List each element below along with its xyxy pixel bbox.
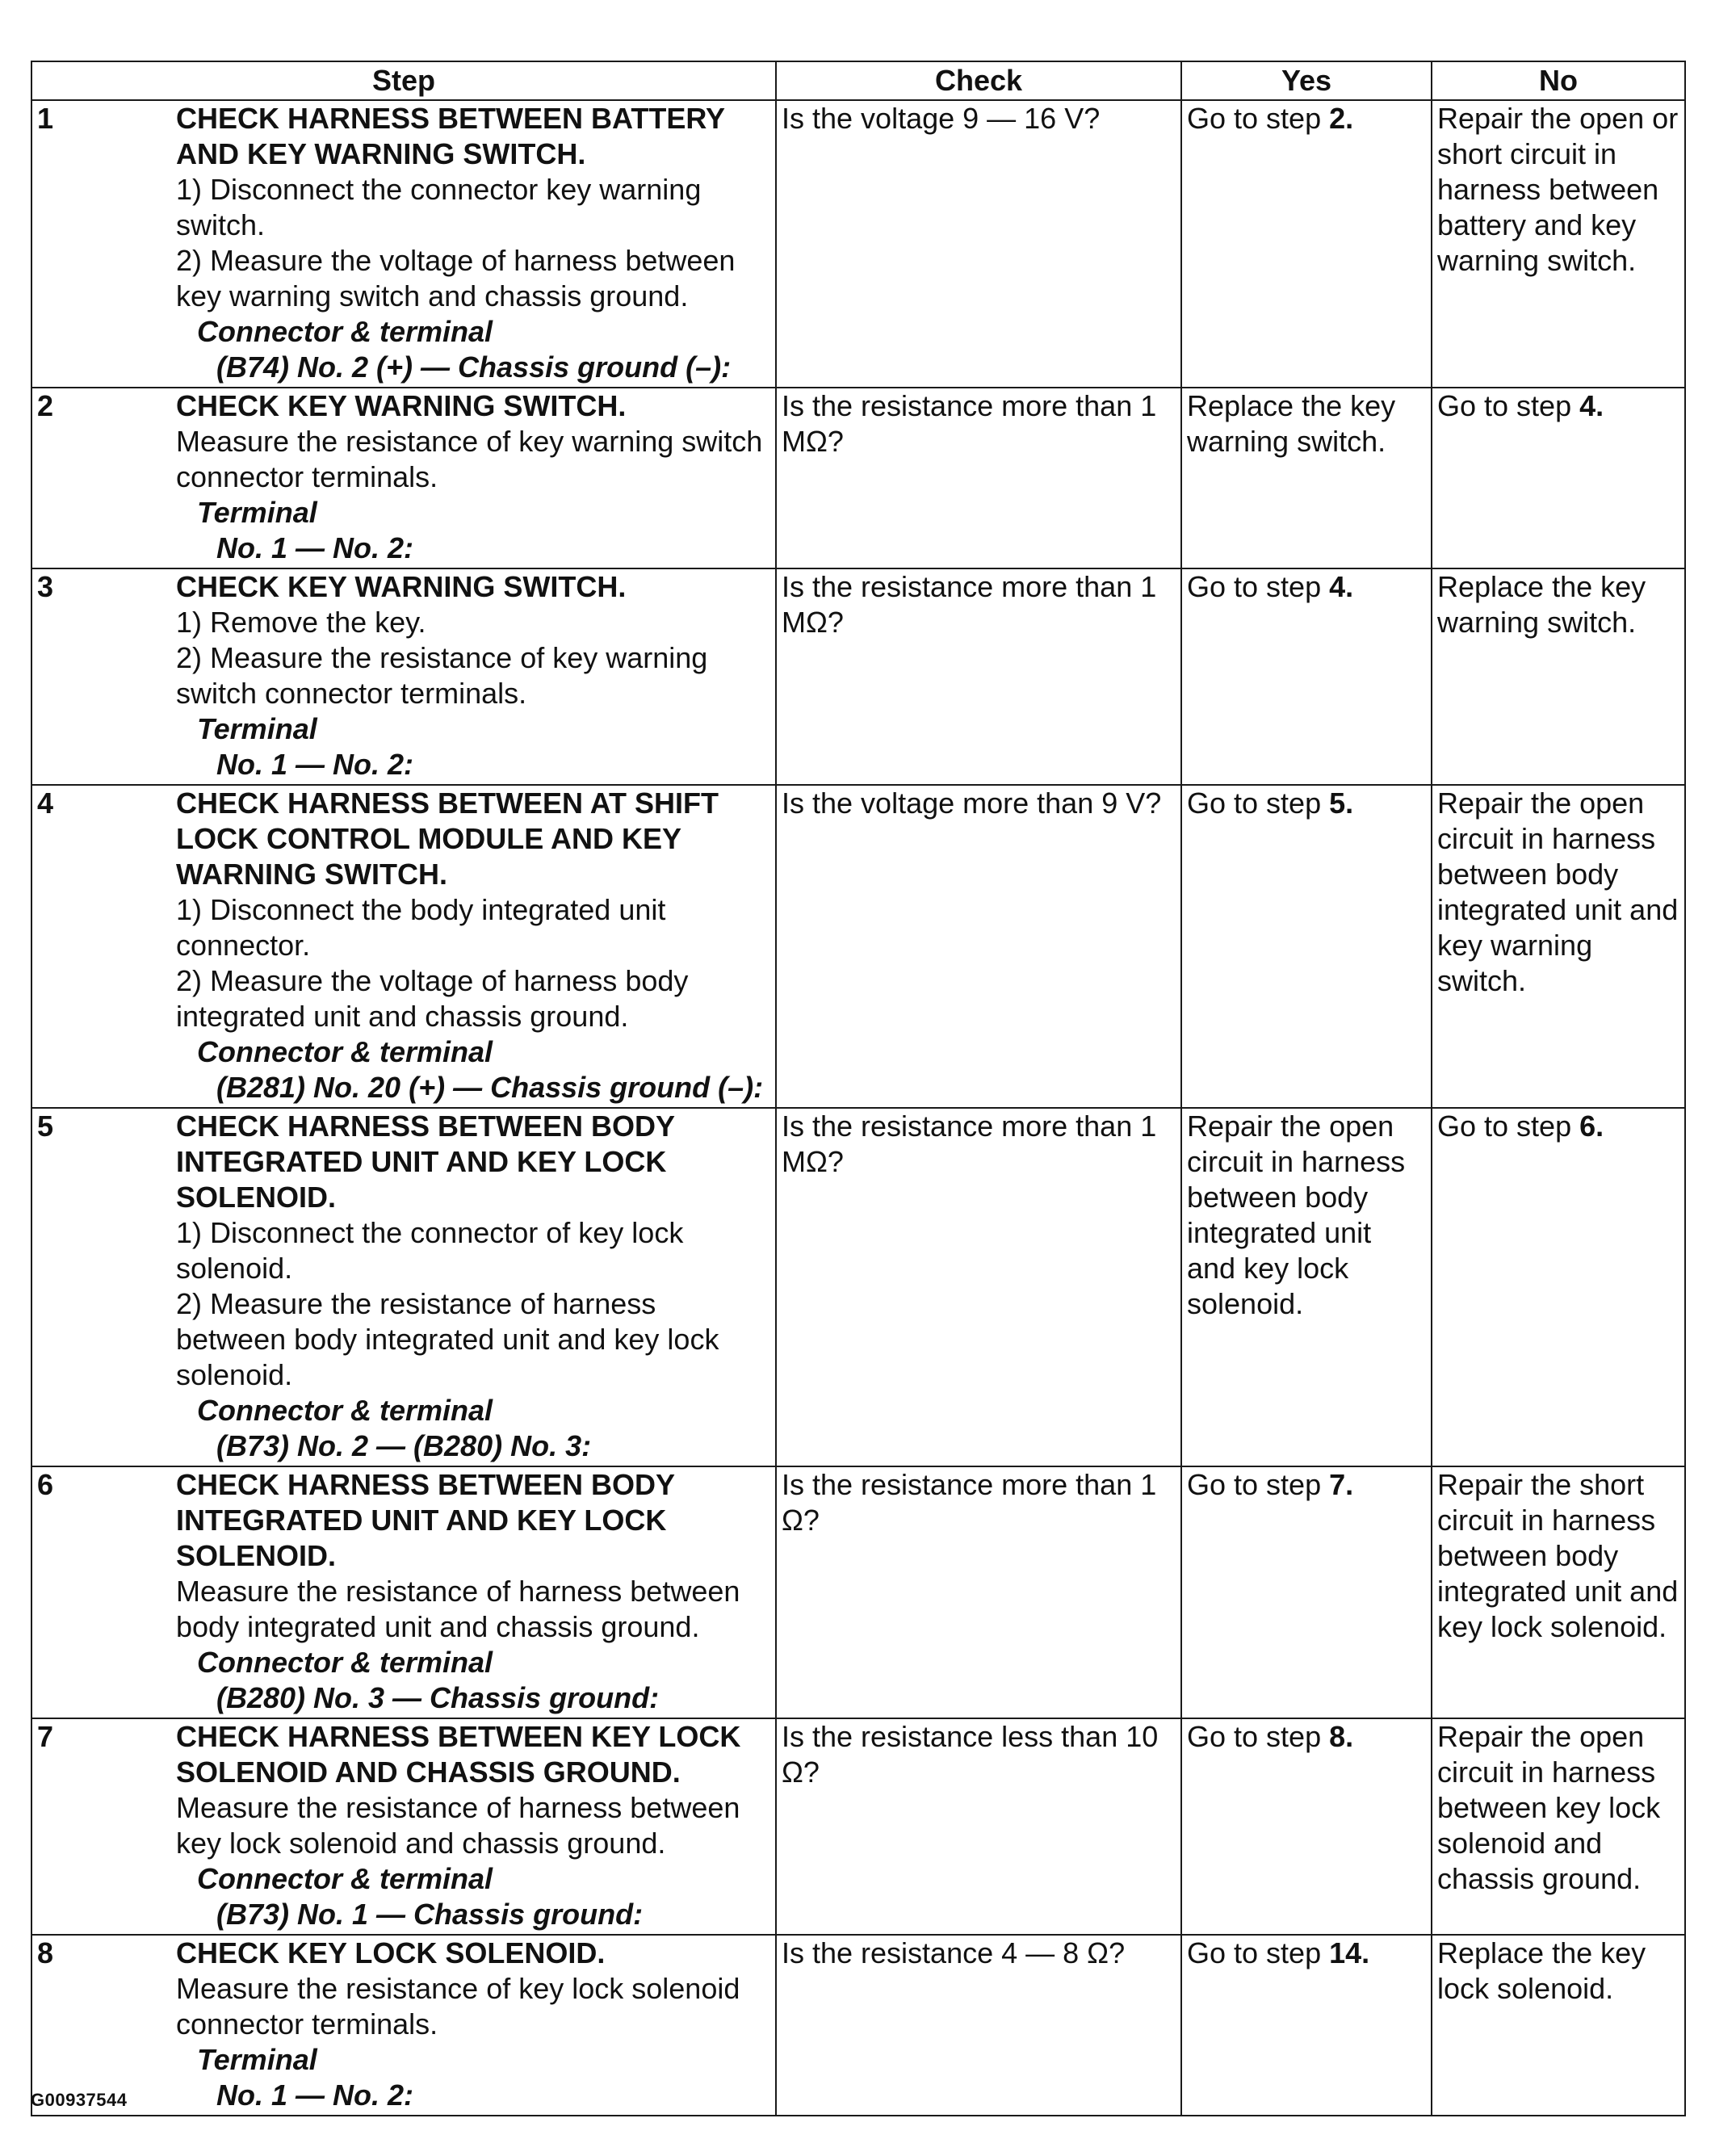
- yes-cell: [1181, 1466, 1432, 1718]
- step-terminal: (B73) No. 2 — (B280) No. 3:: [216, 1429, 592, 1462]
- step-cell: [31, 100, 776, 388]
- step-cell: [31, 568, 776, 785]
- no-text: Go to step: [1437, 1109, 1580, 1143]
- step-number: 5: [37, 1109, 54, 1143]
- yes-text: Go to step: [1187, 570, 1330, 603]
- step-terminal: No. 1 — No. 2:: [216, 748, 414, 781]
- no-cell: [1432, 785, 1685, 1108]
- step-instruction: 2) Measure the voltage of harness between key warning switch and chassis ground.: [176, 244, 736, 312]
- check-cell: Is the resistance 4 — 8 Ω?: [776, 1935, 1181, 2116]
- table-row: [31, 1718, 1685, 1935]
- table-row: [31, 1466, 1685, 1718]
- no-text: Repair the open circuit in harness between body integrated unit and key warning switch.: [1437, 786, 1679, 997]
- yes-step-ref: 7: [1329, 1468, 1346, 1501]
- yes-step-ref: 5: [1329, 786, 1346, 820]
- yes-text: Replace the key warning switch.: [1187, 389, 1396, 458]
- check-cell: Is the resistance more than 1 MΩ?: [776, 1108, 1181, 1466]
- yes-cell: [1181, 568, 1432, 785]
- diagnosis-table: [31, 61, 1686, 2116]
- yes-step-end: .: [1345, 102, 1354, 135]
- check-cell: Is the voltage 9 — 16 V?: [776, 100, 1181, 388]
- no-cell: [1432, 1718, 1685, 1935]
- header-step: Step: [31, 61, 776, 100]
- step-number: 4: [37, 786, 54, 820]
- no-cell: [1432, 1466, 1685, 1718]
- step-instruction: Measure the resistance of key lock solenoid connector terminals.: [176, 1972, 740, 2041]
- step-terminal: (B281) No. 20 (+) — Chassis ground (–):: [216, 1071, 764, 1104]
- yes-text: Go to step: [1187, 1936, 1330, 1969]
- table-header-row: [31, 61, 1685, 100]
- yes-text: Go to step: [1187, 1468, 1330, 1501]
- header-check: Check: [776, 61, 1181, 100]
- step-number: 2: [37, 389, 54, 422]
- yes-cell: [1181, 1935, 1432, 2116]
- yes-cell: [1181, 388, 1432, 568]
- yes-step-ref: 4: [1329, 570, 1346, 603]
- step-title: CHECK HARNESS BETWEEN BODY INTEGRATED UNIT AND KEY LOCK SOLENOID.: [176, 1109, 675, 1214]
- no-cell: [1432, 1935, 1685, 2116]
- no-text: Repair the open circuit in harness between key lock solenoid and chassis ground.: [1437, 1720, 1661, 1895]
- no-step-ref: 4: [1579, 389, 1596, 422]
- no-text: Replace the key lock solenoid.: [1437, 1936, 1646, 2005]
- step-instruction: 1) Disconnect the connector of key lock solenoid.: [176, 1216, 684, 1285]
- step-number: 3: [37, 570, 54, 603]
- step-title: CHECK HARNESS BETWEEN AT SHIFT LOCK CONTROL MODULE AND KEY WARNING SWITCH.: [176, 786, 719, 891]
- step-cell: [31, 785, 776, 1108]
- yes-cell: [1181, 1108, 1432, 1466]
- table-body: [31, 100, 1685, 2116]
- table-row: [31, 388, 1685, 568]
- step-instruction: 1) Disconnect the connector key warning switch.: [176, 173, 702, 241]
- check-cell: Is the voltage more than 9 V?: [776, 785, 1181, 1108]
- check-cell: Is the resistance more than 1 MΩ?: [776, 388, 1181, 568]
- check-cell: Is the resistance more than 1 Ω?: [776, 1466, 1181, 1718]
- yes-step-end: .: [1345, 1468, 1354, 1501]
- table-row: [31, 568, 1685, 785]
- yes-cell: [1181, 100, 1432, 388]
- yes-cell: [1181, 785, 1432, 1108]
- step-instruction: 1) Disconnect the body integrated unit connector.: [176, 893, 666, 962]
- yes-step-end: .: [1345, 1720, 1354, 1753]
- step-title: CHECK HARNESS BETWEEN KEY LOCK SOLENOID AND CHASSIS GROUND.: [176, 1720, 741, 1789]
- step-title: CHECK KEY WARNING SWITCH.: [176, 570, 627, 603]
- yes-text: Go to step: [1187, 786, 1330, 820]
- step-cell: [31, 1935, 776, 2116]
- table-row: [31, 1935, 1685, 2116]
- step-number: 6: [37, 1468, 54, 1501]
- step-terminal: No. 1 — No. 2:: [216, 2078, 414, 2112]
- no-cell: [1432, 568, 1685, 785]
- step-terminal: (B280) No. 3 — Chassis ground:: [216, 1681, 660, 1714]
- step-subhead: Connector & terminal: [197, 1394, 493, 1427]
- step-subhead: Terminal: [197, 2043, 317, 2076]
- step-title: CHECK HARNESS BETWEEN BATTERY AND KEY WARNING SWITCH.: [176, 102, 725, 170]
- step-cell: [31, 388, 776, 568]
- yes-step-ref: 14: [1329, 1936, 1362, 1969]
- table-row: [31, 1108, 1685, 1466]
- yes-step-end: .: [1361, 1936, 1370, 1969]
- step-title: CHECK HARNESS BETWEEN BODY INTEGRATED UNIT AND KEY LOCK SOLENOID.: [176, 1468, 675, 1572]
- step-instruction: 1) Remove the key.: [176, 606, 426, 639]
- yes-step-ref: 8: [1329, 1720, 1346, 1753]
- no-text: Repair the open or short circuit in harness between battery and key warning switch.: [1437, 102, 1679, 277]
- no-text: Replace the key warning switch.: [1437, 570, 1646, 639]
- step-instruction: Measure the resistance of harness between key lock solenoid and chassis ground.: [176, 1791, 740, 1860]
- step-number: 7: [37, 1720, 54, 1753]
- no-text: Repair the short circuit in harness between body integrated unit and key lock solenoid.: [1437, 1468, 1679, 1643]
- check-cell: Is the resistance more than 1 MΩ?: [776, 568, 1181, 785]
- step-title: CHECK KEY LOCK SOLENOID.: [176, 1936, 606, 1969]
- step-instruction: 2) Measure the voltage of harness body integrated unit and chassis ground.: [176, 964, 689, 1033]
- step-subhead: Connector & terminal: [197, 1035, 493, 1068]
- step-terminal: (B74) No. 2 (+) — Chassis ground (–):: [216, 350, 732, 384]
- step-instruction: 2) Measure the resistance of key warning switch connector terminals.: [176, 641, 708, 710]
- step-subhead: Terminal: [197, 712, 317, 745]
- step-title: CHECK KEY WARNING SWITCH.: [176, 389, 627, 422]
- step-subhead: Connector & terminal: [197, 1862, 493, 1895]
- check-cell: Is the resistance less than 10 Ω?: [776, 1718, 1181, 1935]
- no-cell: [1432, 100, 1685, 388]
- step-cell: [31, 1108, 776, 1466]
- step-instruction: Measure the resistance of key warning switch connector terminals.: [176, 425, 763, 493]
- header-yes: Yes: [1181, 61, 1432, 100]
- step-terminal: (B73) No. 1 — Chassis ground:: [216, 1898, 644, 1931]
- no-cell: [1432, 388, 1685, 568]
- table-row: [31, 785, 1685, 1108]
- figure-code: G00937544: [31, 2090, 128, 2110]
- table-row: [31, 100, 1685, 388]
- yes-text: Go to step: [1187, 102, 1330, 135]
- step-subhead: Terminal: [197, 496, 317, 529]
- header-no: No: [1432, 61, 1685, 100]
- no-step-end: .: [1595, 1109, 1604, 1143]
- yes-step-end: .: [1345, 786, 1354, 820]
- step-number: 1: [37, 102, 54, 135]
- step-terminal: No. 1 — No. 2:: [216, 531, 414, 564]
- step-cell: [31, 1466, 776, 1718]
- step-cell: [31, 1718, 776, 1935]
- no-text: Go to step: [1437, 389, 1580, 422]
- no-step-ref: 6: [1579, 1109, 1596, 1143]
- step-instruction: 2) Measure the resistance of harness between body integrated unit and key lock solenoid.: [176, 1287, 719, 1391]
- yes-step-end: .: [1345, 570, 1354, 603]
- yes-step-ref: 2: [1329, 102, 1346, 135]
- step-number: 8: [37, 1936, 54, 1969]
- step-instruction: Measure the resistance of harness between body integrated unit and chassis ground.: [176, 1575, 740, 1643]
- no-cell: [1432, 1108, 1685, 1466]
- step-subhead: Connector & terminal: [197, 315, 493, 348]
- no-step-end: .: [1595, 389, 1604, 422]
- step-subhead: Connector & terminal: [197, 1646, 493, 1679]
- yes-cell: [1181, 1718, 1432, 1935]
- yes-text: Repair the open circuit in harness between body integrated unit and key lock solenoid.: [1187, 1109, 1406, 1320]
- yes-text: Go to step: [1187, 1720, 1330, 1753]
